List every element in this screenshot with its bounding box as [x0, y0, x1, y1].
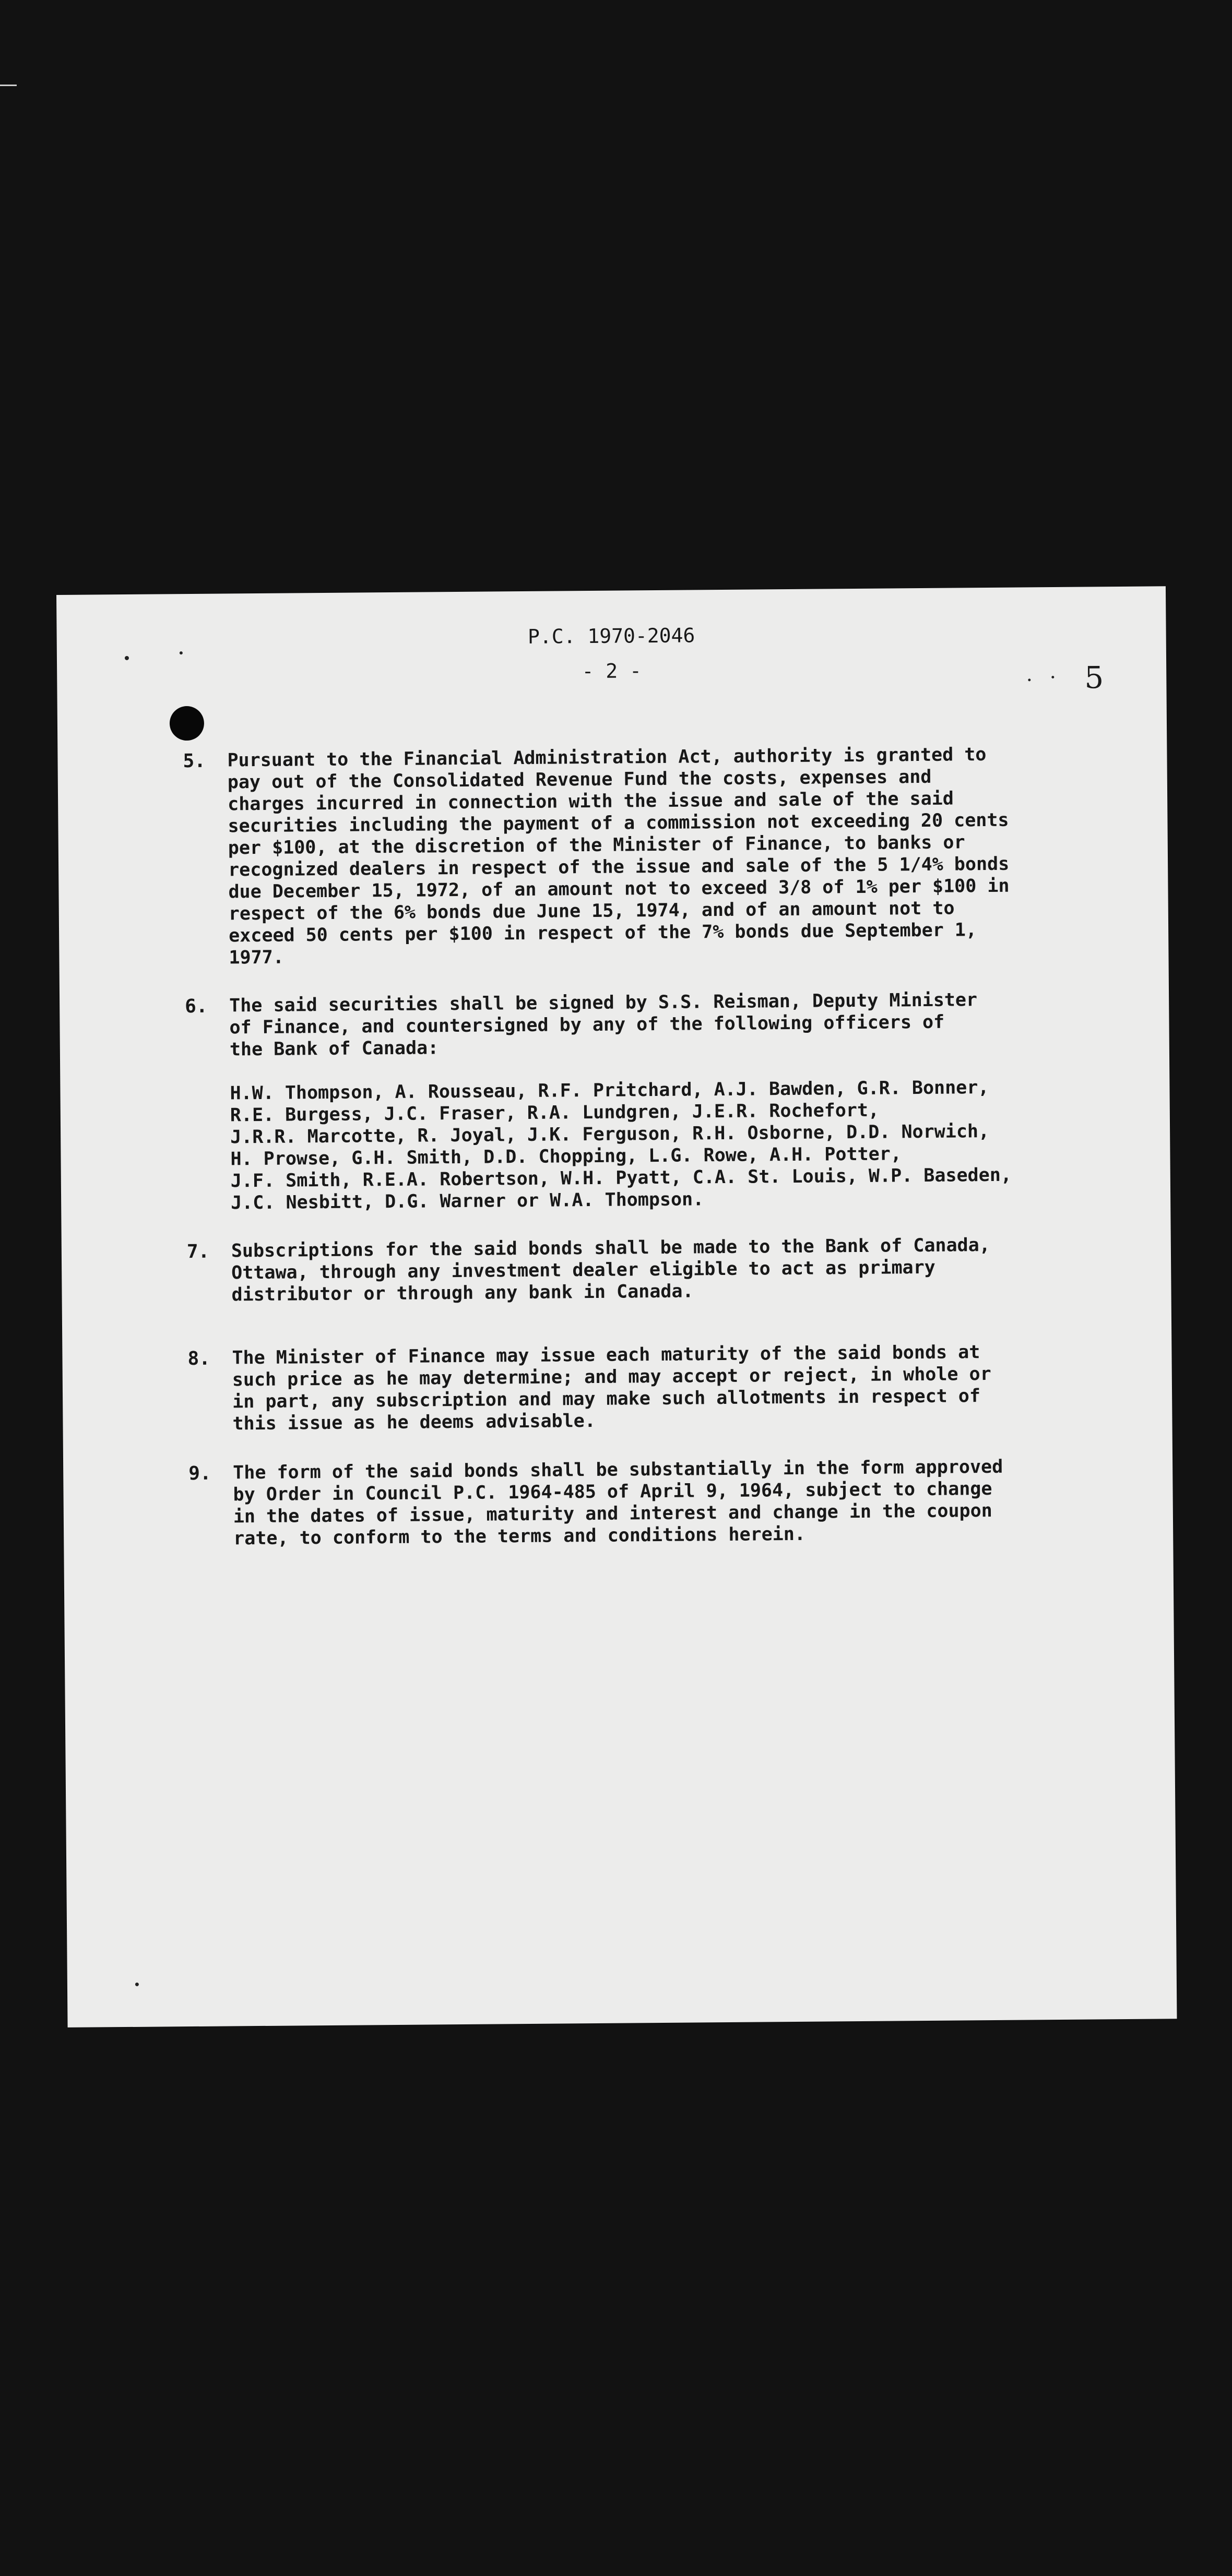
- paragraph: [57, 743, 1167, 969]
- page-label: - 2 -: [582, 659, 642, 683]
- paragraph-line: H.W. Thompson, A. Rousseau, R.F. Pritchard, A.J. Bawden, G.R. Bonner,: [230, 1077, 989, 1104]
- paragraph-line: of Finance, and countersigned by any of the following officers of: [229, 1011, 945, 1039]
- paragraph-number: 8.: [187, 1347, 211, 1370]
- paragraph-line: exceed 50 cents per $100 in respect of the 7% bonds due September 1,: [228, 920, 977, 947]
- paragraph-number: 6.: [185, 995, 208, 1018]
- paragraph-line: The said securities shall be signed by S.S. Reisman, Deputy Minister: [229, 989, 978, 1017]
- paragraph-line: due December 15, 1972, of an amount not to exceed 3/8 of 1% per $100 in: [228, 875, 1010, 903]
- folio-number: 5: [1084, 660, 1104, 696]
- dust-speck: [125, 656, 129, 660]
- paragraph-line: respect of the 6% bonds due June 15, 1974, and of an amount not to: [228, 898, 955, 925]
- paragraph-line: by Order in Council P.C. 1964-485 of April 9, 1964, subject to change: [233, 1478, 992, 1506]
- paragraph-line: in part, any subscription and may make such allotments in respect of: [232, 1386, 981, 1413]
- punch-hole: [170, 706, 205, 741]
- paragraph-line: rate, to conform to the terms and conditions herein.: [233, 1523, 806, 1549]
- paragraph-line: Subscriptions for the said bonds shall be made to the Bank of Canada,: [231, 1234, 990, 1262]
- paragraph-line: The form of the said bonds shall be substantially in the form approved: [233, 1456, 1003, 1484]
- dust-speck: [180, 651, 183, 654]
- paragraph-line: J.R.R. Marcotte, R. Joyal, J.K. Ferguson, R.H. Osborne, D.D. Norwich,: [230, 1120, 990, 1148]
- paragraph: [60, 988, 1169, 1214]
- paragraph-line: such price as he may determine; and may accept or reject, in whole or: [232, 1363, 991, 1391]
- paragraph-line: H. Prowse, G.H. Smith, D.D. Chopping, L.G. Rowe, A.H. Potter,: [230, 1143, 902, 1170]
- paragraph-number: 7.: [186, 1241, 210, 1263]
- paragraph-line: per $100, at the discretion of the Minister of Finance, to banks or: [228, 832, 965, 859]
- paragraph-line: Pursuant to the Financial Administration Act, authority is granted to: [227, 744, 987, 771]
- paragraph-line: 1977.: [229, 947, 284, 969]
- paragraph-line: R.E. Burgess, J.C. Fraser, R.A. Lundgren, J.E.R. Rochefort,: [230, 1100, 880, 1126]
- paragraph: [62, 1233, 1171, 1306]
- film-edge-mark: [0, 85, 17, 86]
- paragraph-number: 5.: [183, 750, 206, 772]
- document-page: [56, 586, 1177, 2028]
- paragraph-line: Ottawa, through any investment dealer eligible to act as primary: [231, 1257, 935, 1284]
- paragraph: [63, 1455, 1172, 1549]
- paragraph-line: the Bank of Canada:: [229, 1037, 439, 1060]
- order-number: P.C. 1970-2046: [527, 624, 695, 648]
- paragraph-line: J.F. Smith, R.E.A. Robertson, W.H. Pyatt, C.A. St. Louis, W.P. Baseden,: [230, 1164, 1012, 1192]
- paragraph-line: in the dates of issue, maturity and interest and change in the coupon: [233, 1500, 992, 1528]
- paragraph-line: this issue as he deems advisable.: [232, 1410, 596, 1435]
- paragraph-line: pay out of the Consolidated Revenue Fund the costs, expenses and: [227, 766, 932, 793]
- paragraph-line: distributor or through any bank in Canada.: [231, 1281, 694, 1306]
- paragraph-line: recognized dealers in respect of the issue and sale of the 5 1/4% bonds: [228, 853, 1010, 881]
- paragraph-line: securities including the payment of a commission not exceeding 20 cents: [228, 809, 1009, 837]
- paragraph-number: 9.: [188, 1462, 211, 1485]
- dust-speck: [135, 1983, 139, 1986]
- paragraph-line: The Minister of Finance may issue each maturity of the said bonds at: [232, 1342, 980, 1369]
- paragraph-line: J.C. Nesbitt, D.G. Warner or W.A. Thompson.: [231, 1189, 704, 1214]
- paragraph-line: charges incurred in connection with the issue and sale of the said: [228, 788, 954, 815]
- paragraph: [62, 1340, 1171, 1435]
